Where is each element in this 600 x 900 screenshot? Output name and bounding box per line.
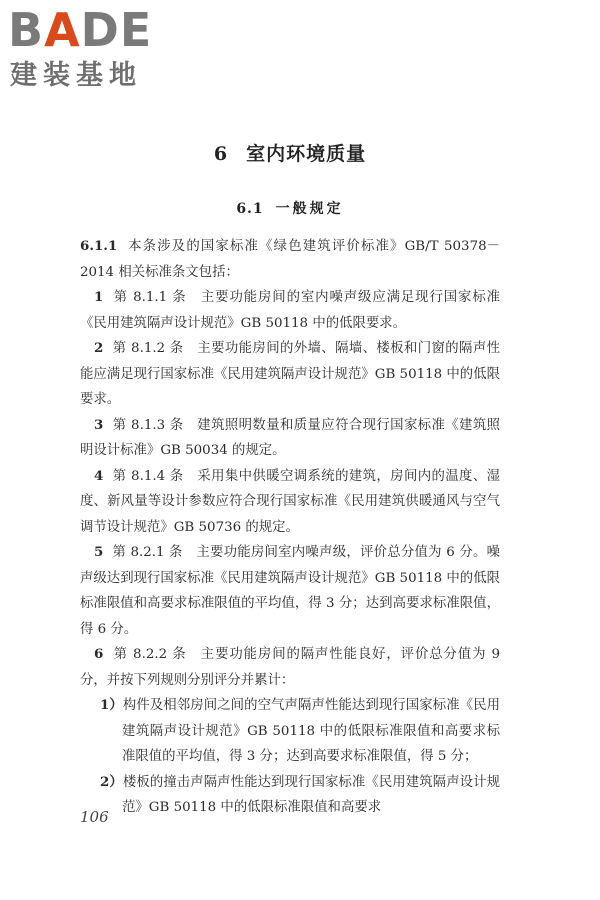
clause-text: 本条涉及的国家标准《绿色建筑评价标准》GB/T 50378－2014 相关标准条文包括： xyxy=(80,239,500,280)
sub-item-text: 楼板的撞击声隔声性能达到现行国家标准《民用建筑隔声设计规范》GB 50118 中的低限标准限值和高要求 xyxy=(122,774,500,815)
sub-item-text: 构件及相邻房间之间的空气声隔声性能达到现行国家标准《民用建筑隔声设计规范》GB 50118 中的低限标准限值和高要求标准限值的平均值，得 3 分；达到高要求标准限值，得 5 分； xyxy=(122,698,500,764)
logo-letter-a-accent: A xyxy=(44,3,81,57)
item-number: 5 xyxy=(94,544,104,560)
page-content xyxy=(80,140,500,821)
sub-item-number: 2） xyxy=(100,773,123,790)
section-number: 6.1 xyxy=(236,201,264,217)
logo-letters-de: DE xyxy=(80,3,153,57)
chapter-title xyxy=(80,140,500,168)
logo-letter-b: B xyxy=(8,3,45,57)
item-text: 第 8.1.3 条 建筑照明数量和质量应符合现行国家标准《建筑照明设计标准》GB 50034 的规定。 xyxy=(80,417,500,458)
item-text: 第 8.2.2 条 主要功能房间的隔声性能良好，评价总分值为 9 分，并按下列规则分别评分并累计： xyxy=(80,647,501,688)
chapter-title-text: 室内环境质量 xyxy=(246,143,367,165)
logo-wordmark xyxy=(8,4,152,56)
page-number: 106 xyxy=(80,808,109,826)
section-title xyxy=(80,198,500,220)
item-number: 1 xyxy=(94,289,104,305)
item-number: 3 xyxy=(94,416,104,433)
clause-6-1-1 xyxy=(80,234,500,285)
list-item xyxy=(80,464,500,541)
logo xyxy=(8,4,178,96)
item-text: 第 8.1.1 条 主要功能房间的室内噪声级应满足现行国家标准《民用建筑隔声设计规范》GB 50118 中的低限要求。 xyxy=(80,290,500,331)
item-text: 第 8.1.2 条 主要功能房间的外墙、隔墙、楼板和门窗的隔声性能应满足现行国家标准《民用建筑隔声设计规范》GB 50118 中的低限要求。 xyxy=(80,341,500,407)
logo-subtitle: 建装基地 xyxy=(10,60,142,91)
item-number: 4 xyxy=(94,467,104,484)
item-text: 第 8.2.1 条 主要功能房间室内噪声级，评价总分值为 6 分。噪声级达到现行国家标准《民用建筑隔声设计规范》GB 50118 中的低限标准限值和高要求标准限值的平均值，得 3 分；达到高要求标准限值，得 6 分。 xyxy=(80,545,500,637)
item-number: 2 xyxy=(94,340,104,356)
sub-item-number: 1） xyxy=(100,697,123,713)
sub-list-item xyxy=(80,770,500,821)
list-item xyxy=(80,285,500,336)
chapter-number: 6 xyxy=(213,143,229,165)
item-text: 第 8.1.4 条 采用集中供暖空调系统的建筑，房间内的温度、湿度、新风量等设计参数应符合现行国家标准《民用建筑供暖通风与空气调节设计规范》GB 50736 的规定。 xyxy=(80,468,500,535)
list-item xyxy=(80,413,500,464)
item-number: 6 xyxy=(94,646,104,662)
clause-number: 6.1.1 xyxy=(80,238,118,254)
list-item xyxy=(80,540,500,642)
section-title-text: 一般规定 xyxy=(275,201,344,217)
list-item xyxy=(80,642,500,693)
list-item xyxy=(80,336,500,413)
sub-list-item xyxy=(80,693,500,770)
